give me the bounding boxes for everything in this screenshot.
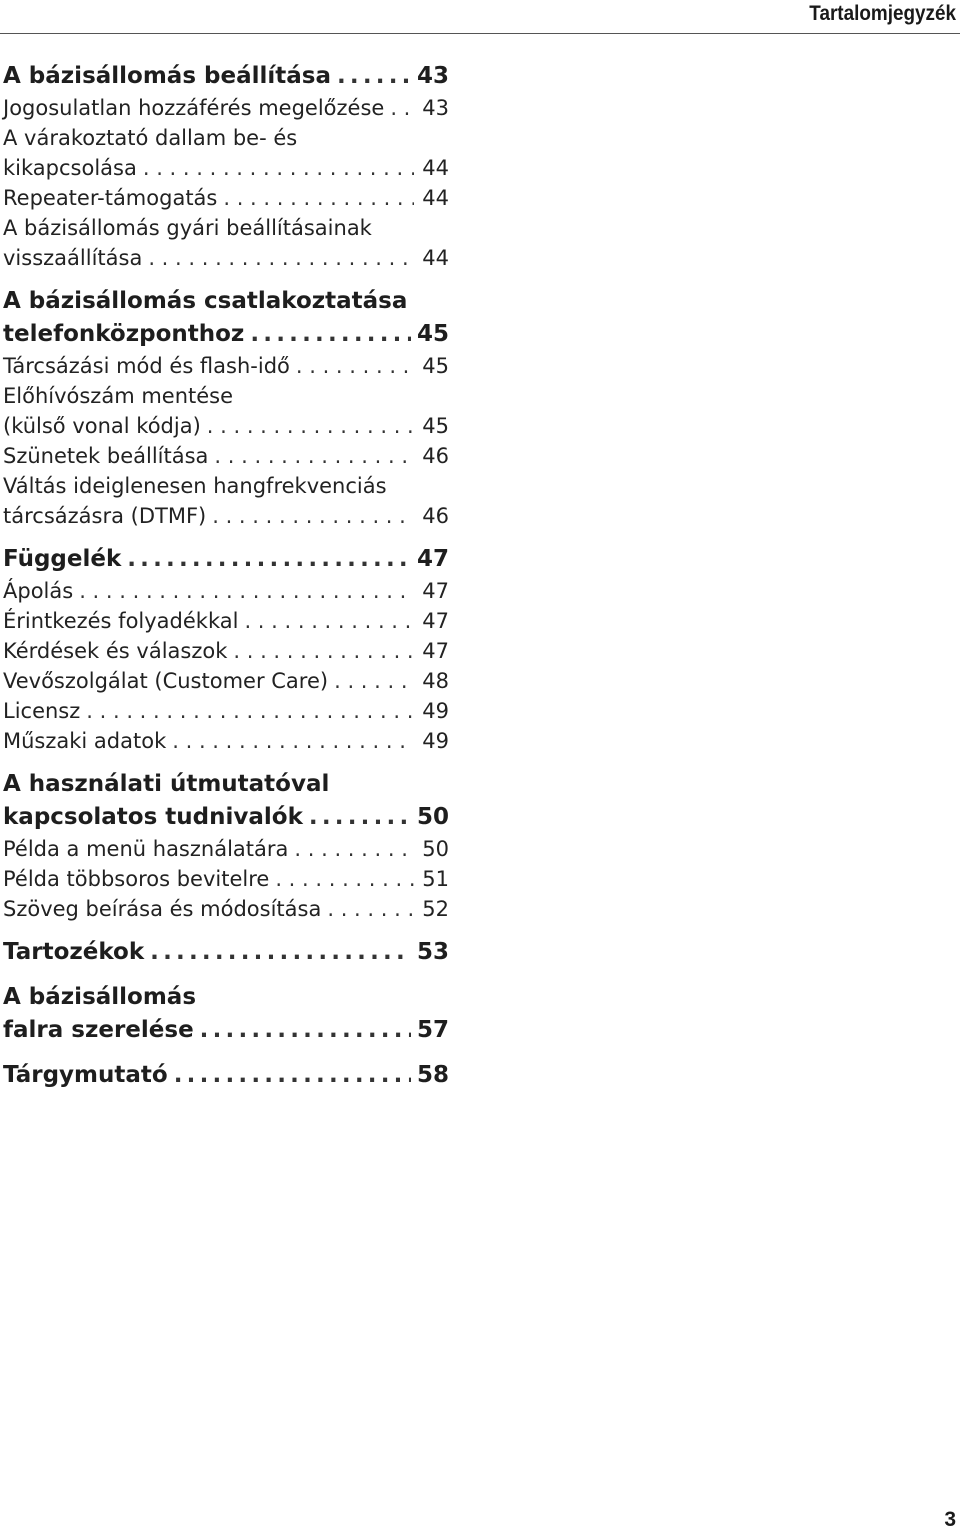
toc-entry-title: Szöveg beírása és módosítása xyxy=(3,897,322,921)
toc-entry-title: kikapcsolása xyxy=(3,156,137,180)
toc-entry[interactable] xyxy=(3,666,449,696)
toc-page-number: 50 xyxy=(416,804,449,830)
toc-heading[interactable] xyxy=(3,1059,449,1092)
toc-entry-title: Tartozékok xyxy=(3,939,145,965)
running-header: Tartalomjegyzék xyxy=(809,2,956,25)
dot-leader xyxy=(275,864,414,894)
dot-leader xyxy=(174,1059,411,1092)
toc-page-number: 45 xyxy=(422,354,449,378)
toc-entry[interactable] xyxy=(3,441,449,471)
toc-section xyxy=(3,60,449,273)
toc-entry[interactable] xyxy=(3,834,449,864)
dot-leader xyxy=(309,801,411,834)
toc-entry-title: A bázisállomás csatlakoztatása xyxy=(3,288,408,314)
toc-entry-title: Szünetek beállítása xyxy=(3,444,209,468)
page-number: 3 xyxy=(944,1508,956,1531)
toc-page-number: 51 xyxy=(422,867,449,891)
toc-section xyxy=(3,1059,449,1092)
dot-leader xyxy=(79,576,414,606)
toc-entry[interactable] xyxy=(3,351,449,381)
toc-heading[interactable] xyxy=(3,60,449,93)
dot-leader xyxy=(334,666,414,696)
toc-entry-title: A bázisállomás gyári beállításainak xyxy=(3,216,372,240)
toc-page-number: 46 xyxy=(422,504,449,528)
toc-entry-title: kapcsolatos tudnivalók xyxy=(3,804,303,830)
toc-entry-title: Tárgymutató xyxy=(3,1062,168,1088)
toc-heading[interactable] xyxy=(3,801,449,834)
toc-entry[interactable] xyxy=(3,93,449,123)
toc-entry-title: Licensz xyxy=(3,699,81,723)
toc-heading[interactable] xyxy=(3,543,449,576)
toc-entry-title: telefonközponthoz xyxy=(3,321,245,347)
toc-page-number: 43 xyxy=(416,63,449,89)
dot-leader xyxy=(250,318,411,351)
dot-leader xyxy=(294,834,414,864)
dot-leader xyxy=(172,726,414,756)
table-of-contents xyxy=(3,60,449,1092)
toc-entry[interactable] xyxy=(3,726,449,756)
toc-entry-title: Példa többsoros bevitelre xyxy=(3,867,270,891)
toc-entry[interactable] xyxy=(3,243,449,273)
toc-entry-title: Ápolás xyxy=(3,579,74,603)
toc-section xyxy=(3,285,449,531)
toc-page-number: 43 xyxy=(422,96,449,120)
dot-leader xyxy=(223,183,414,213)
dot-leader xyxy=(150,936,411,969)
toc-entry-title: Jogosulatlan hozzáférés megelőzése xyxy=(3,96,385,120)
toc-heading xyxy=(3,768,449,801)
toc-entry-title: Váltás ideiglenesen hangfrekvenciás xyxy=(3,474,387,498)
toc-heading[interactable] xyxy=(3,318,449,351)
toc-page-number: 44 xyxy=(422,246,449,270)
toc-entry-title: visszaállítása xyxy=(3,246,143,270)
toc-entry[interactable] xyxy=(3,606,449,636)
toc-entry-title: Vevőszolgálat (Customer Care) xyxy=(3,669,329,693)
toc-page-number: 44 xyxy=(422,186,449,210)
toc-section xyxy=(3,543,449,756)
dot-leader xyxy=(296,351,414,381)
toc-entry[interactable] xyxy=(3,894,449,924)
toc-entry-title: Érintkezés folyadékkal xyxy=(3,609,239,633)
toc-entry[interactable] xyxy=(3,576,449,606)
toc-entry-title: tárcsázásra (DTMF) xyxy=(3,504,207,528)
dot-leader xyxy=(148,243,414,273)
toc-entry-title: Előhívószám mentése xyxy=(3,384,234,408)
toc-entry[interactable] xyxy=(3,636,449,666)
toc-entry[interactable] xyxy=(3,696,449,726)
dot-leader xyxy=(337,60,411,93)
dot-leader xyxy=(233,636,414,666)
toc-entry-title: A várakoztató dallam be- és xyxy=(3,126,298,150)
toc-entry[interactable] xyxy=(3,501,449,531)
toc-page-number: 49 xyxy=(422,699,449,723)
toc-page-number: 58 xyxy=(416,1062,449,1088)
dot-leader xyxy=(127,543,411,576)
toc-entry-title: A bázisállomás beállítása xyxy=(3,63,331,89)
toc-page-number: 47 xyxy=(422,609,449,633)
toc-page-number: 57 xyxy=(416,1017,449,1043)
toc-entry xyxy=(3,471,449,501)
toc-section xyxy=(3,981,449,1047)
toc-entry-title: (külső vonal kódja) xyxy=(3,414,201,438)
dot-leader xyxy=(143,153,414,183)
toc-page-number: 47 xyxy=(422,639,449,663)
toc-entry[interactable] xyxy=(3,864,449,894)
toc-entry[interactable] xyxy=(3,411,449,441)
toc-page-number: 45 xyxy=(416,321,449,347)
toc-entry-title: Tárcsázási mód és flash-idő xyxy=(3,354,290,378)
toc-section xyxy=(3,936,449,969)
toc-page-number: 47 xyxy=(422,579,449,603)
dot-leader xyxy=(244,606,414,636)
toc-entry[interactable] xyxy=(3,183,449,213)
toc-page-number: 52 xyxy=(422,897,449,921)
dot-leader xyxy=(200,1014,411,1047)
toc-entry-title: A bázisállomás xyxy=(3,984,197,1010)
toc-entry-title: Repeater-támogatás xyxy=(3,186,218,210)
toc-heading xyxy=(3,285,449,318)
toc-entry-title: Függelék xyxy=(3,546,122,572)
toc-entry xyxy=(3,123,449,153)
toc-page-number: 49 xyxy=(422,729,449,753)
toc-page-number: 50 xyxy=(422,837,449,861)
toc-page-number: 48 xyxy=(422,669,449,693)
dot-leader xyxy=(390,93,414,123)
toc-heading[interactable] xyxy=(3,936,449,969)
header-rule xyxy=(0,33,960,34)
dot-leader xyxy=(207,411,414,441)
toc-entry xyxy=(3,381,449,411)
toc-page-number: 44 xyxy=(422,156,449,180)
toc-page-number: 46 xyxy=(422,444,449,468)
toc-heading[interactable] xyxy=(3,1014,449,1047)
toc-entry-title: A használati útmutatóval xyxy=(3,771,330,797)
toc-section xyxy=(3,768,449,924)
toc-page-number: 47 xyxy=(416,546,449,572)
dot-leader xyxy=(86,696,414,726)
dot-leader xyxy=(327,894,414,924)
toc-page-number: 45 xyxy=(422,414,449,438)
toc-entry xyxy=(3,213,449,243)
toc-entry-title: Műszaki adatok xyxy=(3,729,167,753)
toc-entry-title: falra szerelése xyxy=(3,1017,194,1043)
toc-entry[interactable] xyxy=(3,153,449,183)
toc-heading xyxy=(3,981,449,1014)
dot-leader xyxy=(212,501,414,531)
dot-leader xyxy=(214,441,414,471)
toc-page-number: 53 xyxy=(416,939,449,965)
toc-entry-title: Kérdések és válaszok xyxy=(3,639,228,663)
toc-entry-title: Példa a menü használatára xyxy=(3,837,289,861)
